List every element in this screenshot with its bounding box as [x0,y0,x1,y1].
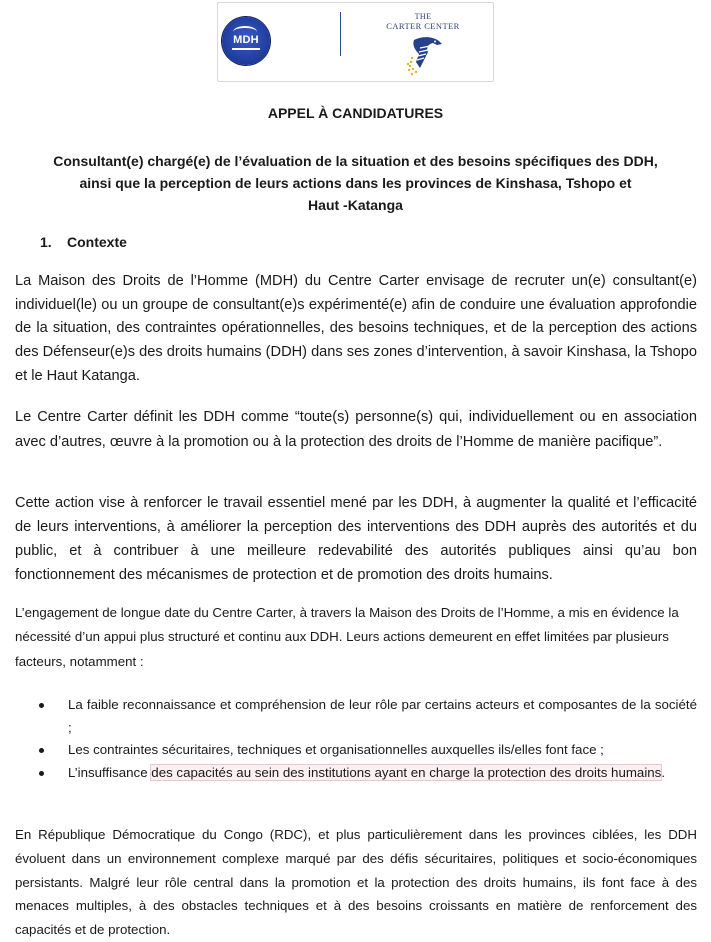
carter-center-logo [368,12,478,78]
subtitle-line: Consultant(e) chargé(e) de l’évaluation de la situation et des besoins spécifiques des DDH, [53,153,658,169]
paragraph-mdh-intro: La Maison des Droits de l’Homme (MDH) du Centre Carter envisage de recruter un(e) consultant(e) individuel(le) ou un groupe de consultant(e)s expérimenté(e) afin de conduire une évaluation approfondie de la situation, des contraintes opérationnelles, des besoins techniques, et de la perception des actions des Défenseur(e)s des droits humains (DDH) dans ses zones d’intervention, à savoir Kinshasa, la Tshopo et le Haut Katanga. [15,273,697,384]
mdh-logo-base [232,48,260,50]
paragraph-rdc-context: En République Démocratique du Congo (RDC), et plus particulièrement dans les provinces ciblées, les DDH évoluent dans un environnement complexe marqué par des défis sécuritaires, politiques et socio-économiques persistants. Malgré leur rôle central dans la promotion et la protection des droits humains, ils font face à des menaces multiples, à des obstacles techniques et à des besoins croissants en matière de renforcement des capacités et de protection. [15,827,697,938]
list-item [22,694,697,739]
bullet-icon [39,771,44,776]
mdh-logo-text: MDH [233,34,259,46]
header-logos [217,2,494,82]
list-item [22,762,697,785]
paragraph-action-goals: Cette action vise à renforcer le travail essentiel mené par les DDH, à augmenter la qualité et l’efficacité de leurs interventions, à améliorer la perception des interventions des DDH auprès des autorités et du public, et à contribuer à une meilleure redevabilité des autorités publiques ainsi qu’au bon fonctionnement des mécanismes de protection et de promotion des droits humains. [15,495,697,583]
document-subtitle [20,150,691,216]
subtitle-line: ainsi que la perception de leurs actions dans les provinces de Kinshasa, Tshopo et [79,175,632,191]
list-item-text: La faible reconnaissance et compréhension de leur rôle par certains acteurs et composantes de la société ; [68,697,697,735]
section-number: 1. [40,234,52,250]
page-title: APPEL À CANDIDATURES [267,105,444,121]
carter-center-the: THE [414,12,432,21]
bullet-icon [39,748,44,753]
constraints-list [22,694,697,784]
list-item-text: L’insuffisance [68,764,152,780]
bullet-icon [39,703,44,708]
list-item-text: Les contraintes sécuritaires, techniques et organisationnelles auxquelles ils/elles font face ; [68,742,604,757]
highlighted-text[interactable]: des capacités au sein des institutions ayant en charge la protection des droits humains [151,764,662,780]
list-item-end: . [661,764,666,780]
list-item [22,739,697,762]
mdh-logo [222,17,270,65]
eagle-icon [406,34,444,76]
subtitle-line: Haut -Katanga [308,197,403,213]
paragraph-engagement: L’engagement de longue date du Centre Carter, à travers la Maison des Droits de l’Homme, a mis en évidence la nécessité d’un appui plus structuré et continu aux DDH. Leurs actions demeurent en effet limitées par plusieurs facteurs, notamment : [15,605,679,669]
section-title: Contexte [67,234,127,250]
carter-center-name: CARTER CENTER [386,21,460,31]
logo-divider [340,12,341,56]
section-heading [40,234,127,250]
paragraph-ddh-definition: Le Centre Carter définit les DDH comme “toute(s) personne(s) qui, individuellement ou en association avec d’autres, œuvre à la promotion ou à la protection des droits de l’Homme de manière pacifique”. [15,409,697,450]
